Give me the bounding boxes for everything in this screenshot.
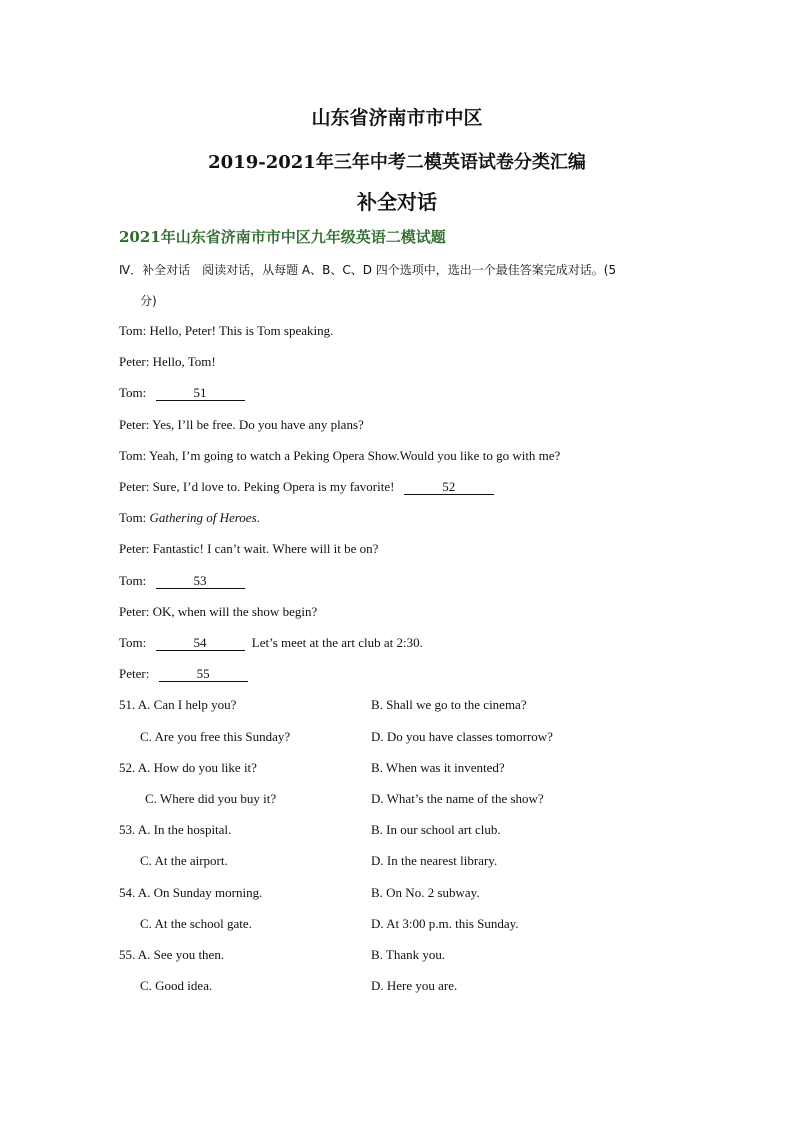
dialogue-text: Hello, Peter! This is Tom speaking.: [149, 323, 334, 338]
document-title-topic: 补全对话: [357, 190, 437, 214]
dialogue-text: Yeah, I’m going to watch a Peking Opera Show.Would you like to go with me?: [149, 448, 561, 463]
option-51-c: C. Are you free this Sunday?: [140, 729, 291, 744]
speaker: Peter:: [119, 417, 150, 432]
option-54-b: B. On No. 2 subway.: [371, 885, 480, 900]
dialogue-text: Sure, I’d love to. Peking Opera is my favorite!: [152, 479, 395, 494]
option-51-d: D. Do you have classes tomorrow?: [371, 729, 553, 744]
instructions-line-1: Ⅳ．补全对话 阅读对话，从每题 A、B、C、D 四个选项中，选出一个最佳答案完成对话。(5: [119, 263, 617, 277]
speaker: Peter:: [119, 354, 150, 369]
option-54-a: 54. A. On Sunday morning.: [119, 885, 263, 900]
option-53-c: C. At the airport.: [140, 853, 228, 868]
document-title-region: 山东省济南市市中区: [311, 107, 483, 129]
speaker: Peter:: [119, 666, 150, 681]
dialogue-text: Fantastic! I can’t wait. Where will it be on?: [152, 541, 379, 556]
speaker: Tom:: [119, 323, 147, 338]
option-52-a: 52. A. How do you like it?: [119, 760, 257, 775]
option-51-b: B. Shall we go to the cinema?: [371, 697, 527, 712]
dialogue-line: [119, 417, 364, 433]
speaker: Tom:: [119, 385, 147, 400]
option-55-b: B. Thank you.: [371, 947, 446, 962]
dialogue-text: .: [256, 510, 260, 525]
option-55-c: C. Good idea.: [140, 978, 213, 993]
dialogue-line: [119, 479, 494, 495]
section-title: 2021年山东省济南市市中区九年级英语二模试题: [119, 228, 446, 246]
dialogue-line: [119, 354, 216, 370]
dialogue-text: Let’s meet at the art club at 2:30.: [251, 635, 423, 650]
show-name: Gathering of Heroes: [149, 510, 257, 525]
option-55-d: D. Here you are.: [371, 978, 458, 993]
dialogue-text: Yes, I’ll be free. Do you have any plans?: [152, 417, 364, 432]
option-53-d: D. In the nearest library.: [371, 853, 498, 868]
speaker: Peter:: [119, 479, 150, 494]
dialogue-text: Hello, Tom!: [152, 354, 216, 369]
option-54-c: C. At the school gate.: [140, 916, 252, 931]
dialogue-line: [119, 573, 245, 589]
dialogue-line: [119, 510, 260, 526]
dialogue-line: [119, 323, 333, 339]
dialogue-line: [119, 666, 248, 682]
speaker: Tom:: [119, 510, 147, 525]
dialogue-line: [119, 385, 245, 401]
answer-blank-55: 55: [159, 667, 248, 682]
speaker: Tom:: [119, 573, 147, 588]
answer-blank-53: 53: [156, 574, 245, 589]
option-52-b: B. When was it invented?: [371, 760, 505, 775]
speaker: Tom:: [119, 635, 147, 650]
answer-blank-51: 51: [156, 386, 245, 401]
answer-blank-52: 52: [404, 480, 494, 495]
document-title-exam: 2019-2021年三年中考二模英语试卷分类汇编: [208, 152, 586, 173]
dialogue-line: [119, 541, 378, 557]
option-51-a: 51. A. Can I help you?: [119, 697, 237, 712]
dialogue-line: [119, 635, 423, 651]
option-52-d: D. What’s the name of the show?: [371, 791, 544, 806]
speaker: Peter:: [119, 541, 150, 556]
instructions-line-2: 分): [140, 294, 157, 308]
dialogue-text: OK, when will the show begin?: [152, 604, 318, 619]
speaker: Peter:: [119, 604, 150, 619]
dialogue-line: [119, 604, 317, 620]
option-54-d: D. At 3:00 p.m. this Sunday.: [371, 916, 519, 931]
answer-blank-54: 54: [156, 636, 245, 651]
option-53-a: 53. A. In the hospital.: [119, 822, 232, 837]
option-53-b: B. In our school art club.: [371, 822, 501, 837]
dialogue-line: [119, 448, 560, 464]
option-52-c: C. Where did you buy it?: [145, 791, 277, 806]
option-55-a: 55. A. See you then.: [119, 947, 225, 962]
speaker: Tom:: [119, 448, 147, 463]
